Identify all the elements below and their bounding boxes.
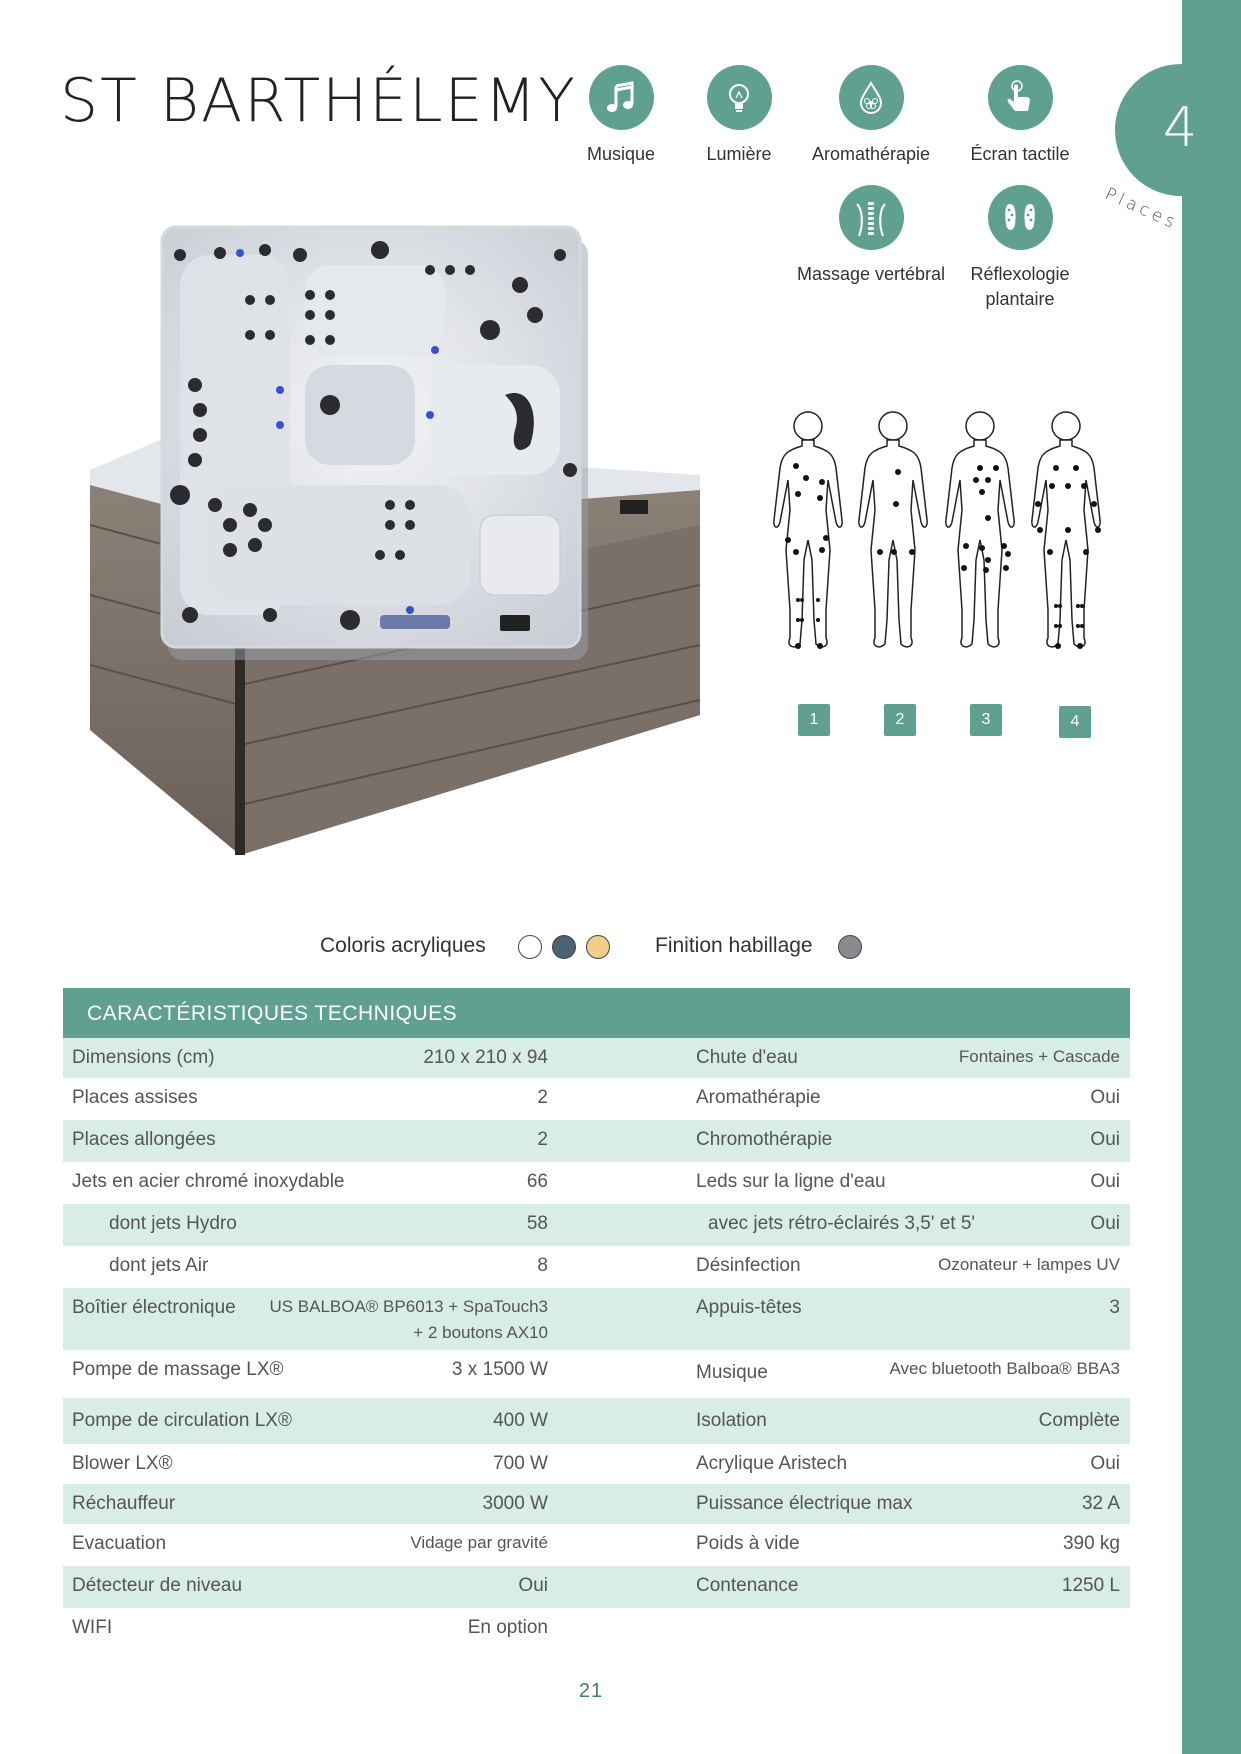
spec-label: Places allongées [72,1129,216,1150]
spec-value: 3 [1109,1297,1120,1318]
spec-label: Blower LX® [72,1453,173,1474]
figure-number: 3 [970,704,1002,736]
spec-row [63,1078,1130,1120]
acrylic-swatch [586,935,610,959]
spec-value: Fontaines + Cascade [958,1047,1120,1066]
spec-label: Places assises [72,1087,198,1108]
places-number: 4 [1162,96,1198,159]
feature-label: Aromathérapie [811,144,931,164]
feature-label: Musique [586,144,656,164]
spec-value: 210 x 210 x 94 [423,1047,548,1068]
figure-number: 1 [798,704,830,736]
acrylic-swatch [552,935,576,959]
spec-value: 58 [526,1213,548,1234]
spec-row [63,1038,1130,1078]
spec-value: Oui [1090,1213,1120,1234]
aroma-drop-icon [839,65,904,130]
spec-value: 400 W [493,1410,548,1431]
spec-value: 390 kg [1062,1533,1120,1554]
feature-label: Lumière [706,144,772,164]
spec-row [63,1444,1130,1484]
places-label: Places [1101,184,1182,235]
spec-label: WIFI [72,1617,113,1638]
spec-label: Isolation [696,1410,767,1431]
figure-number: 2 [884,704,916,736]
feature-feet [945,185,1095,312]
spec-value: 66 [526,1171,548,1192]
spec-value: Avec bluetooth Balboa® BBA3 [889,1359,1120,1378]
spec-row [63,1484,1130,1524]
spec-value: Oui [1090,1129,1120,1150]
spec-label: Aromathérapie [696,1087,821,1108]
touch-screen-icon [988,65,1053,130]
feet-icon [988,185,1053,250]
spec-row [63,1350,1130,1398]
spec-value: Oui [1090,1087,1120,1108]
spec-value: + 2 boutons AX10 [413,1323,548,1342]
spec-label: Acrylique Aristech [696,1453,848,1474]
spec-label: Chute d'eau [696,1047,798,1068]
spec-value: 1250 L [1061,1575,1120,1596]
spec-label: Leds sur la ligne d'eau [696,1171,886,1192]
massage-zones-diagram [768,410,1124,690]
page-title: ST BARTHÉLEMY [60,66,577,136]
spec-label: Détecteur de niveau [72,1575,243,1596]
spec-label: Poids à vide [696,1533,800,1554]
spec-value: Oui [518,1575,548,1596]
spec-label: Jets en acier chromé inoxydable [72,1171,345,1192]
spec-row [63,1246,1130,1288]
feature-touch [945,65,1095,167]
spec-row [63,1608,1130,1650]
spec-label: Evacuation [72,1533,167,1554]
spec-label: Musique [696,1362,768,1383]
spec-value: Ozonateur + lampes UV [938,1255,1120,1274]
spec-row [63,1566,1130,1608]
feature-label: Réflexologie plantaire [970,264,1070,309]
spec-value: 3 x 1500 W [451,1359,548,1380]
spec-value: En option [467,1617,548,1638]
acrylic-colors-label: Coloris acryliques [320,934,486,957]
spec-label: avec jets rétro-éclairés 3,5' et 5' [708,1213,976,1234]
spine-icon [839,185,904,250]
side-band [1182,0,1241,1754]
spec-row [63,1288,1130,1350]
spec-value: 32 A [1081,1493,1120,1514]
spec-label: Contenance [696,1575,799,1596]
spec-label: Pompe de massage LX® [72,1359,284,1380]
spec-row [63,1162,1130,1204]
light-bulb-icon [707,65,772,130]
feature-spine [796,185,946,287]
spec-label: Désinfection [696,1255,801,1276]
spec-label: Dimensions (cm) [72,1047,215,1068]
spec-value: 700 W [493,1453,548,1474]
spec-value: Oui [1090,1453,1120,1474]
spec-label: Appuis-têtes [696,1297,802,1318]
spec-value: Vidage par gravité [410,1533,548,1552]
acrylic-swatch [518,935,542,959]
feature-light [664,65,814,167]
spec-label: dont jets Air [109,1255,209,1276]
spec-value: 3000 W [482,1493,548,1514]
finish-label: Finition habillage [655,934,813,957]
colors-row [0,930,1182,964]
spec-label: Puissance électrique max [696,1493,913,1514]
spec-value: 2 [537,1087,548,1108]
spec-value: 2 [537,1129,548,1150]
hot-tub-image [90,225,710,855]
spec-value: US BALBOA® BP6013 + SpaTouch3 [269,1297,548,1316]
feature-label: Écran tactile [970,144,1070,164]
finish-swatch [838,935,862,959]
spec-value: 8 [537,1255,548,1276]
spec-label: Réchauffeur [72,1493,176,1514]
spec-label: Pompe de circulation LX® [72,1410,292,1431]
spec-row [63,1398,1130,1444]
feature-aroma [796,65,946,167]
feature-label: Massage vertébral [796,264,946,284]
page-number: 21 [578,1680,604,1702]
music-note-icon [589,65,654,130]
specs-header: CARACTÉRISTIQUES TECHNIQUES [63,988,1130,1038]
spec-row [63,1120,1130,1162]
spec-value: Complète [1038,1410,1120,1431]
spec-label: Boîtier électronique [72,1297,236,1318]
figure-number: 4 [1059,706,1091,738]
spec-value: Oui [1090,1171,1120,1192]
spec-label: Chromothérapie [696,1129,833,1150]
spec-row [63,1524,1130,1566]
spec-row [63,1204,1130,1246]
spec-label: dont jets Hydro [109,1213,237,1234]
